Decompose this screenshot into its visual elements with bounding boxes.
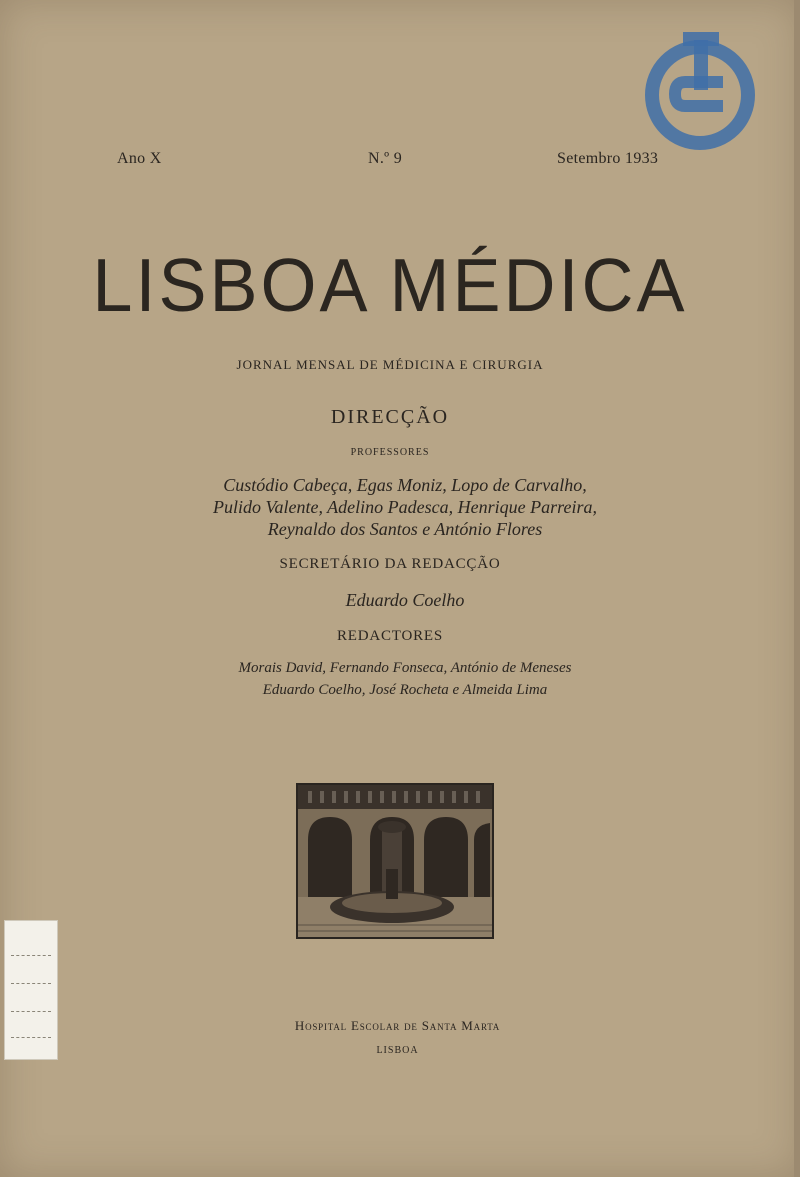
- direccao-line: Custódio Cabeça, Egas Moniz, Lopo de Carvalho,: [223, 475, 587, 495]
- issue-date: Setembro 1933: [557, 150, 659, 167]
- secretario-heading: SECRETÁRIO DA REDACÇÃO: [279, 556, 501, 572]
- issue-number: N.º 9: [368, 150, 403, 167]
- redactores-line: Eduardo Coelho, José Rocheta e Almeida Lima: [262, 682, 548, 698]
- secretario-name: Eduardo Coelho: [345, 590, 465, 610]
- journal-subtitle: JORNAL MENSAL DE MÉDICINA E CIRURGIA: [236, 357, 544, 372]
- publisher-address: Hospital Escolar de Santa Marta: [294, 1018, 501, 1033]
- library-shelf-label: [4, 920, 58, 1060]
- volume-year: Ano X: [117, 150, 162, 167]
- direccao-line: Reynaldo dos Santos e António Flores: [267, 519, 543, 539]
- cloister-fountain-woodcut: [296, 783, 494, 939]
- redactores-heading: REDACTORES: [336, 628, 444, 644]
- library-stamp-icon: [645, 30, 755, 150]
- professores-heading: PROFESSORES: [350, 447, 430, 458]
- redactores-line: Morais David, Fernando Fonseca, António de Meneses: [238, 660, 572, 676]
- issue-header: [0, 150, 800, 180]
- direccao-heading: DIRECÇÃO: [330, 406, 450, 428]
- direccao-line: Pulido Valente, Adelino Padesca, Henrique Parreira,: [213, 497, 597, 517]
- journal-title: LISBOA MÉDICA: [92, 244, 688, 328]
- publisher-city: LISBOA: [376, 1045, 419, 1056]
